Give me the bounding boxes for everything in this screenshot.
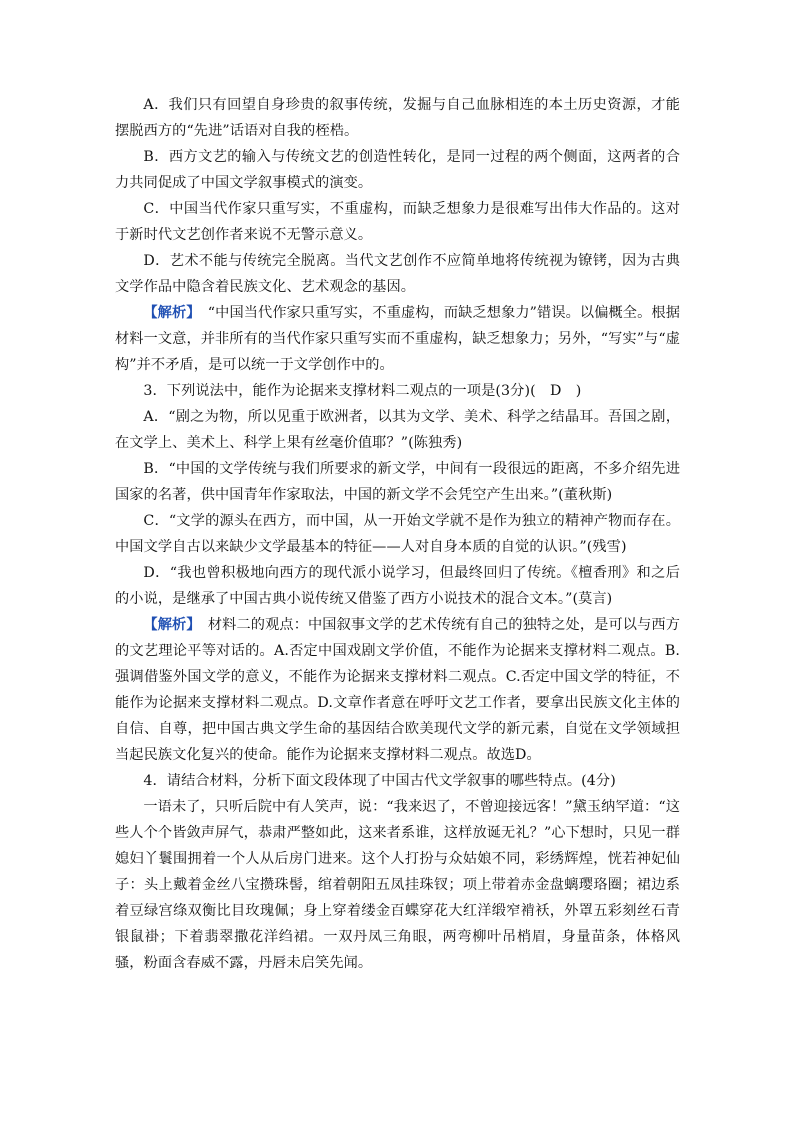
- q3-option-b: B．“中国的文学传统与我们所要求的新文学，中间有一段很远的距离，不多介绍先进国家的名著，供中国青年作家取法，中国的新文学不会凭空产生出来。”(董秋斯): [115, 461, 680, 503]
- q3-analysis: [115, 612, 680, 768]
- q3-option-a: A．“剧之为物，所以见重于欧洲者，以其为文学、美术、科学之结晶耳。吾国之剧，在文学上、美术上、科学上果有丝毫价值耶？”(陈独秀): [115, 409, 680, 451]
- q3-option-d: D．“我也曾积极地向西方的现代派小说学习，但最终回归了传统。《檀香刑》和之后的小说，是继承了中国古典小说传统又借鉴了西方小说技术的混合文本。”(莫言): [115, 565, 680, 607]
- q2-analysis: [115, 300, 680, 378]
- analysis-tag: 【解析】: [143, 617, 194, 633]
- q2-option-d: D．艺术不能与传统完全脱离。当代文艺创作不应简单地将传统视为镣铐，因为古典文学作品中隐含着民族文化、艺术观念的基因。: [115, 253, 680, 295]
- q3-option-c: C．“文学的源头在西方，而中国，从一开始文学就不是作为独立的精神产物而存在。中国文学自古以来缺少文学最基本的特征——人对自身本质的自觉的认识。”(残雪): [115, 513, 680, 555]
- q4-passage: 一语未了，只听后院中有人笑声，说：“我来迟了，不曾迎接远客！”黛玉纳罕道：“这些人个个皆敛声屏气，恭肃严整如此，这来者系谁，这样放诞无礼？”心下想时，只见一群媳妇丫鬟围拥着一个人从后房门进来。这个人打扮与众姑娘不同，彩绣辉煌，恍若神妃仙子：头上戴着金丝八宝攒珠髻，绾着朝阳五凤挂珠钗；项上带着赤金盘螭璎珞圈；裙边系着豆绿宫绦双衡比目玫瑰佩；身上穿着缕金百蝶穿花大红洋缎窄褃袄，外罩五彩刻丝石青银鼠褂；下着翡翠撒花洋绉裙。一双丹凤三角眼，两弯柳叶吊梢眉，身量苗条，体格风骚，粉面含春威不露，丹唇未启笑先闻。: [115, 799, 680, 971]
- q3-analysis-text: 材料二的观点：中国叙事文学的艺术传统有自己的独特之处，是可以与西方的文艺理论平等对话的。A.否定中国戏剧文学价值，不能作为论据来支撑材料二观点。B.强调借鉴外国文学的意义，不能作为论据来支撑材料二观点。C.否定中国文学的特征，不能作为论据来支撑材料二观点。D.文章作者意在呼吁文艺工作者，要拿出民族文化主体的自信、自尊，把中国古典文学生命的基因结合欧美现代文学的新元素，自觉在文学领域担当起民族文化复兴的使命。能作为论据来支撑材料二观点。故选D。: [115, 617, 680, 763]
- q4-stem: 4．请结合材料，分析下面文段体现了中国古代文学叙事的哪些特点。(4分): [143, 773, 616, 789]
- q3-stem: 3．下列说法中，能作为论据来支撑材料二观点的一项是(3分)( D ): [143, 383, 582, 399]
- document-page: [115, 92, 680, 976]
- q2-option-c: C．中国当代作家只重写实，不重虚构，而缺乏想象力是很难写出伟大作品的。这对于新时代文艺创作者来说不无警示意义。: [115, 201, 680, 243]
- analysis-tag: 【解析】: [143, 305, 194, 321]
- q2-option-a: A．我们只有回望自身珍贵的叙事传统，发掘与自己血脉相连的本土历史资源，才能摆脱西方的“先进”话语对自我的桎梏。: [115, 97, 680, 139]
- q2-analysis-text: “中国当代作家只重写实，不重虚构，而缺乏想象力”错误。以偏概全。根据材料一文意，并非所有的当代作家只重写实而不重虚构，缺乏想象力；另外，“写实”与“虚构”并不矛盾，是可以统一于文学创作中的。: [115, 305, 680, 373]
- q2-option-b: B．西方文艺的输入与传统文艺的创造性转化，是同一过程的两个侧面，这两者的合力共同促成了中国文学叙事模式的演变。: [115, 149, 680, 191]
